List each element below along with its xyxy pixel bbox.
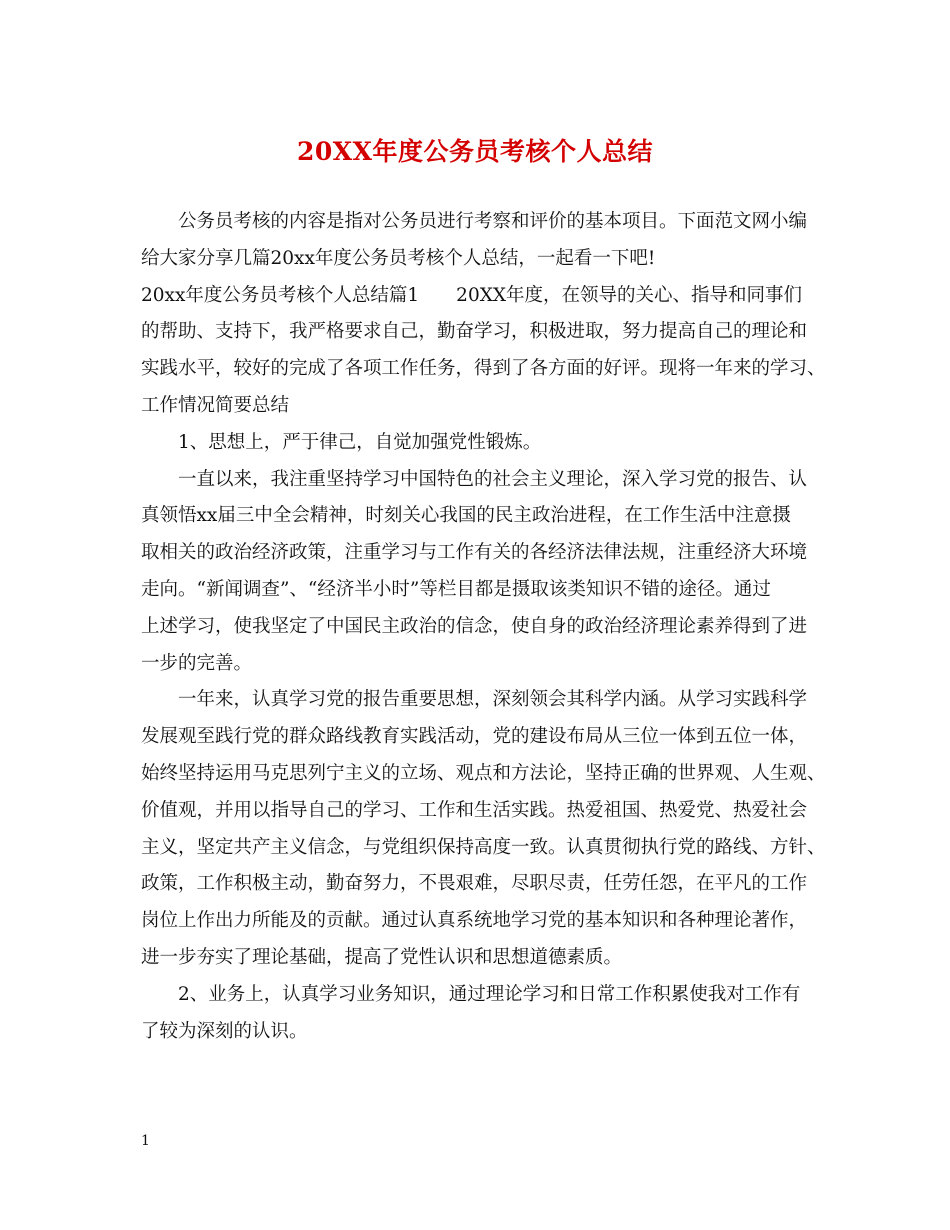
text-line: 发展观至践行党的群众路线教育实践活动，党的建设布局从三位一体到五位一体， [141, 726, 808, 748]
document-title: 20XX年度公务员考核个人总结 [296, 137, 654, 166]
text-line: 取相关的政治经济政策，注重学习与工作有关的各经济法律法规，注重经济大环境 [141, 542, 808, 564]
text-line: 价值观，并用以指导自己的学习、工作和生活实践。热爱祖国、热爱党、热爱社会 [141, 799, 808, 821]
text-line: 了较为深刻的认识。 [141, 1020, 308, 1042]
text-line: 政策，工作积极主动，勤奋努力，不畏艰难，尽职尽责，任劳任怨，在平凡的工作 [141, 873, 808, 895]
text-line: 主义，坚定共产主义信念，与党组织保持高度一致。认真贯彻执行党的路线、方针、 [141, 836, 826, 858]
text-line: 一步的完善。 [141, 652, 253, 674]
text-line: 上述学习，使我坚定了中国民主政治的信念，使自身的政治经济理论素养得到了进 [141, 615, 808, 637]
text-line: 工作情况简要总结 [141, 394, 290, 416]
text-line: 公务员考核的内容是指对公务员进行考察和评价的基本项目。下面范文网小编 [178, 211, 808, 232]
document-body [141, 204, 831, 1050]
text-line: 实践水平，较好的完成了各项工作任务，得到了各方面的好评。现将一年来的学习、 [141, 358, 826, 380]
text-line: 1、思想上，严于律己，自觉加强党性锻炼。 [178, 431, 542, 453]
text-line: 真领悟xx届三中全会精神，时刻关心我国的民主政治进程，在工作生活中注意摄 [141, 505, 791, 527]
page-number: 1 [141, 1133, 150, 1149]
text-line: 2、业务上，认真学习业务知识，通过理论学习和日常工作积累使我对工作有 [178, 983, 801, 1005]
text-line: 进一步夯实了理论基础，提高了党性认识和思想道德素质。 [141, 946, 623, 968]
text-line: 一直以来，我注重坚持学习中国特色的社会主义理论，深入学习党的报告、认 [178, 468, 808, 490]
text-line: 20xx年度公务员考核个人总结篇1 20XX年度，在领导的关心、指导和同事们 [141, 284, 803, 306]
text-line: 走向。“新闻调查”、“经济半小时”等栏目都是摄取该类知识不错的途径。通过 [141, 578, 771, 600]
text-line: 岗位上作出力所能及的贡献。通过认真系统地学习党的基本知识和各种理论著作， [141, 910, 808, 932]
text-line: 给大家分享几篇20xx年度公务员考核个人总结，一起看一下吧! [141, 247, 656, 269]
text-line: 一年来，认真学习党的报告重要思想，深刻领会其科学内涵。从学习实践科学 [178, 689, 808, 711]
text-line: 的帮助、支持下，我严格要求自己，勤奋学习，积极进取，努力提高自己的理论和 [141, 321, 808, 343]
text-line: 始终坚持运用马克思列宁主义的立场、观点和方法论，坚持正确的世界观、人生观、 [141, 762, 826, 784]
